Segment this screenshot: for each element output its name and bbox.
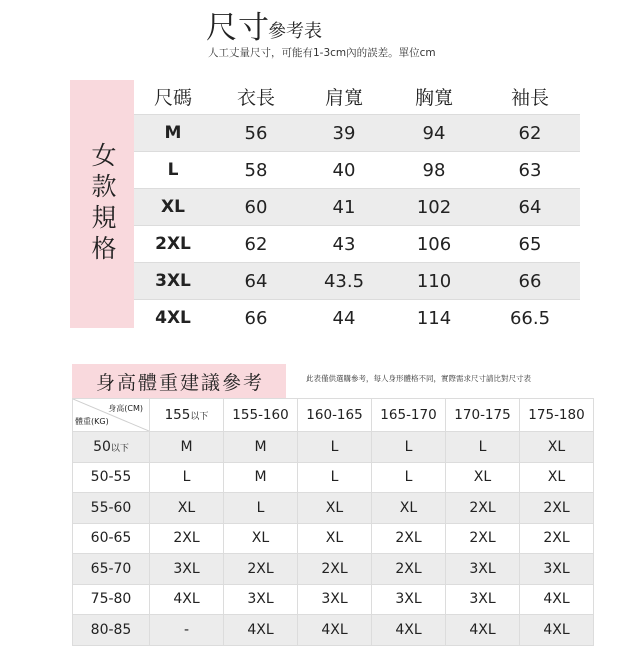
recommended-size-cell: M — [150, 432, 224, 463]
sleeve-cell: 66.5 — [509, 307, 551, 329]
recommended-size-cell: XL — [298, 523, 372, 554]
weight-suffix: 以下 — [110, 443, 129, 454]
recommended-size-cell: M — [224, 432, 298, 463]
table-row — [134, 263, 580, 300]
recommended-size-cell: 2XL — [224, 554, 298, 585]
corner-header-cell — [73, 399, 150, 432]
height-col-value: 170-175 — [454, 407, 511, 423]
size-cell: 2XL — [134, 226, 212, 263]
recommended-size-cell: XL — [224, 523, 298, 554]
height-col-value: 160-165 — [306, 407, 363, 423]
height-col-value: 155-160 — [232, 407, 289, 423]
recommended-size-cell: L — [298, 432, 372, 463]
recommendation-note: 此表僅供選購參考，每人身形體格不同，實際需求尺寸請比對尺寸表 — [306, 374, 531, 383]
length-cell: 58 — [212, 152, 300, 189]
sleeve-cell: 65 — [480, 226, 580, 263]
recommended-size-cell: XL — [520, 432, 594, 463]
recommended-size-cell: 4XL — [520, 615, 594, 646]
recommended-size-cell: 2XL — [446, 493, 520, 524]
recommended-size-cell: 2XL — [520, 523, 594, 554]
recommended-size-cell: 4XL — [150, 584, 224, 615]
size-cell: XL — [134, 189, 212, 226]
recommended-size-cell: 2XL — [150, 523, 224, 554]
recommended-size-cell: 2XL — [446, 523, 520, 554]
weight-row-header — [73, 432, 150, 463]
height-col-header — [372, 399, 446, 432]
recommended-size-cell: 2XL — [372, 554, 446, 585]
weight-value: 80-85 — [90, 621, 132, 638]
chest-cell: 106 — [388, 226, 480, 263]
measurement-note: 人工丈量尺寸，可能有1-3cm內的誤差。單位cm — [208, 47, 436, 59]
table-row — [134, 189, 580, 226]
table-row — [134, 152, 580, 189]
recommended-size-cell: 4XL — [520, 584, 594, 615]
weight-value: 65-70 — [90, 560, 132, 577]
weight-row-header — [73, 554, 150, 585]
table-row — [134, 226, 580, 263]
recommended-size-cell: 4XL — [446, 615, 520, 646]
recommended-size-cell: 3XL — [446, 554, 520, 585]
height-col-header — [520, 399, 594, 432]
shoulder-cell: 44 — [332, 307, 356, 329]
recommended-size-cell: M — [224, 462, 298, 493]
chest-cell: 110 — [388, 263, 480, 300]
size-chart-side-band — [70, 80, 134, 328]
recommended-size-cell: L — [298, 462, 372, 493]
height-col-suffix: 以下 — [190, 412, 209, 422]
size-cell: 3XL — [134, 263, 212, 300]
size-cell: L — [134, 152, 212, 189]
weight-row — [73, 554, 594, 585]
recommended-size-cell: XL — [520, 462, 594, 493]
length-cell: 62 — [212, 226, 300, 263]
height-col-header — [298, 399, 372, 432]
height-col-value: 175-180 — [528, 407, 585, 423]
weight-row — [73, 523, 594, 554]
height-header-row — [73, 399, 594, 432]
recommended-size-cell: XL — [446, 462, 520, 493]
height-col-value: 165-170 — [380, 407, 437, 423]
recommended-size-cell: L — [372, 432, 446, 463]
sleeve-cell: 63 — [480, 152, 580, 189]
col-header-length: 衣長 — [212, 78, 300, 115]
recommended-size-cell: L — [150, 462, 224, 493]
recommended-size-cell: 2XL — [372, 523, 446, 554]
length-cell: 64 — [212, 263, 300, 300]
chest-cell: 114 — [416, 307, 452, 329]
sleeve-cell: 62 — [480, 115, 580, 152]
weight-value: 50 — [93, 438, 111, 455]
shoulder-cell: 41 — [300, 189, 388, 226]
height-col-header — [224, 399, 298, 432]
weight-row — [73, 432, 594, 463]
size-cell: M — [134, 115, 212, 152]
weight-row-header — [73, 615, 150, 646]
recommended-size-cell: 4XL — [224, 615, 298, 646]
weight-axis-label: 體重(KG) — [75, 417, 109, 426]
table-row — [134, 300, 580, 337]
col-header-sleeve: 袖長 — [480, 78, 580, 115]
table-row — [134, 115, 580, 152]
weight-value: 50-55 — [90, 469, 132, 486]
weight-value: 60-65 — [90, 530, 132, 547]
weight-row-header — [73, 584, 150, 615]
chest-cell: 102 — [388, 189, 480, 226]
height-col-value: 155 — [164, 407, 191, 423]
recommended-size-cell: 2XL — [520, 493, 594, 524]
shoulder-cell: 43.5 — [300, 263, 388, 300]
recommended-size-cell: XL — [150, 493, 224, 524]
col-header-size: 尺碼 — [134, 78, 212, 115]
recommended-size-cell: 4XL — [372, 615, 446, 646]
recommended-size-cell: XL — [298, 493, 372, 524]
recommendation-title: 身高體重建議參考 — [72, 364, 286, 398]
recommended-size-cell: 3XL — [150, 554, 224, 585]
recommended-size-cell: - — [150, 615, 224, 646]
weight-value: 55-60 — [90, 499, 132, 516]
length-cell: 66 — [244, 307, 268, 329]
recommended-size-cell: 2XL — [298, 554, 372, 585]
weight-row — [73, 584, 594, 615]
weight-value: 75-80 — [90, 591, 132, 608]
sleeve-cell: 66 — [480, 263, 580, 300]
weight-row-header — [73, 493, 150, 524]
shoulder-cell: 43 — [300, 226, 388, 263]
page-title: 尺寸 — [206, 10, 270, 46]
recommended-size-cell: XL — [372, 493, 446, 524]
recommended-size-cell: L — [446, 432, 520, 463]
weight-row — [73, 462, 594, 493]
recommended-size-cell: 3XL — [372, 584, 446, 615]
recommended-size-cell: 3XL — [446, 584, 520, 615]
height-col-header — [150, 399, 224, 432]
recommended-size-cell: 3XL — [520, 554, 594, 585]
recommended-size-cell: 3XL — [224, 584, 298, 615]
col-header-shoulder: 肩寬 — [300, 78, 388, 115]
chest-cell: 94 — [388, 115, 480, 152]
sleeve-cell: 64 — [480, 189, 580, 226]
recommended-size-cell: L — [224, 493, 298, 524]
size-chart-side-label: 女款規格 — [88, 142, 117, 266]
weight-row — [73, 615, 594, 646]
shoulder-cell: 40 — [300, 152, 388, 189]
page-title-suffix: 參考表 — [268, 21, 322, 42]
weight-row-header — [73, 462, 150, 493]
recommended-size-cell: L — [372, 462, 446, 493]
weight-row — [73, 493, 594, 524]
length-cell: 56 — [212, 115, 300, 152]
weight-row-header — [73, 523, 150, 554]
recommended-size-cell: 3XL — [298, 584, 372, 615]
recommended-size-cell: 4XL — [298, 615, 372, 646]
size-cell: 4XL — [155, 308, 191, 328]
length-cell: 60 — [212, 189, 300, 226]
shoulder-cell: 39 — [300, 115, 388, 152]
size-chart-header-row — [134, 78, 580, 115]
col-header-chest: 胸寬 — [388, 78, 480, 115]
chest-cell: 98 — [388, 152, 480, 189]
height-axis-label: 身高(CM) — [108, 404, 143, 413]
size-chart-table — [134, 78, 580, 336]
height-weight-table — [72, 398, 594, 646]
height-col-header — [446, 399, 520, 432]
